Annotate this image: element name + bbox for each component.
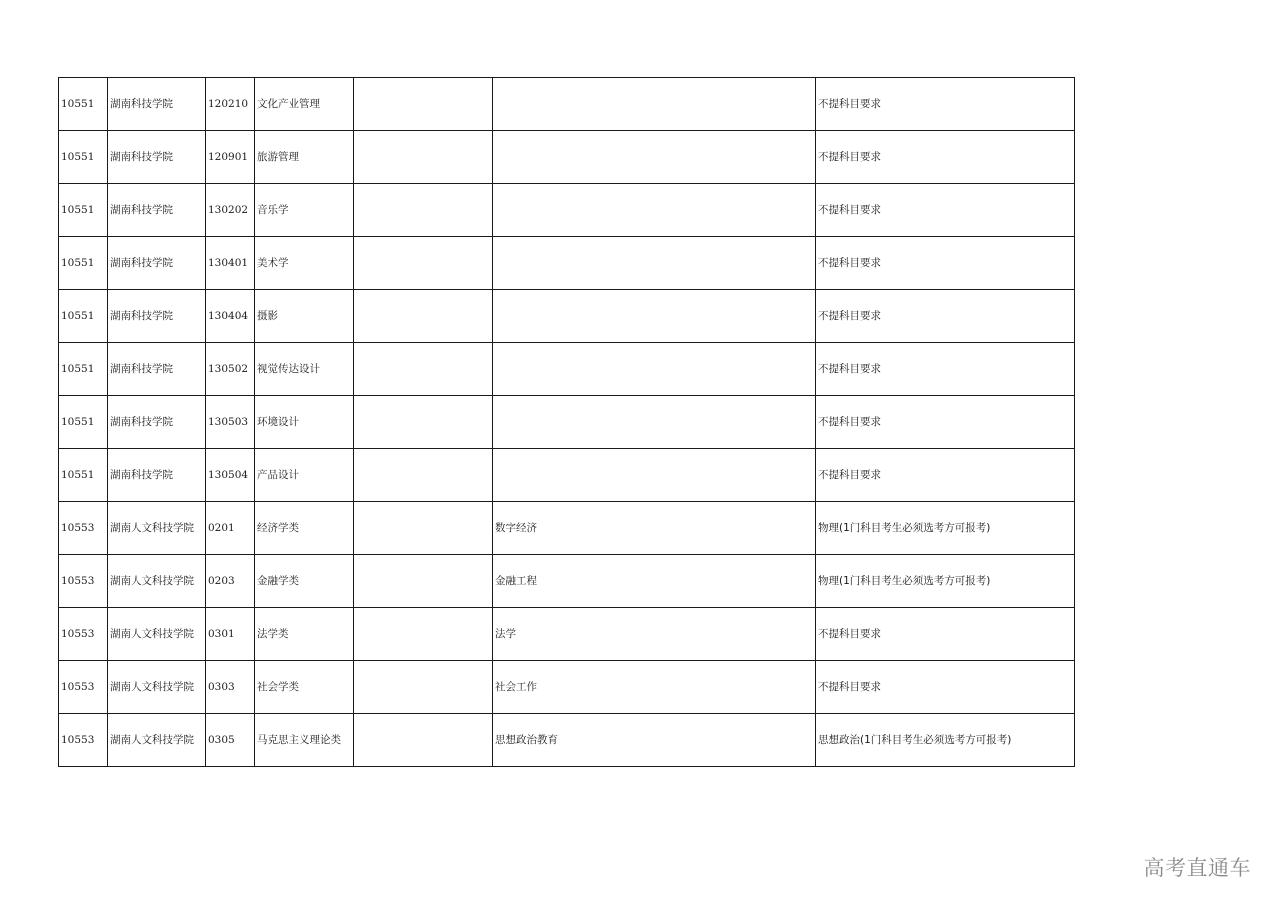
included-majors-cell — [493, 184, 816, 237]
table-row — [59, 343, 1075, 396]
blank-cell — [354, 396, 493, 449]
school-name-cell: 湖南人文科技学院 — [108, 661, 206, 714]
blank-cell — [354, 343, 493, 396]
major-name-cell: 经济学类 — [255, 502, 354, 555]
major-code-cell: 0201 — [206, 502, 255, 555]
table-row — [59, 290, 1075, 343]
major-name-cell: 文化产业管理 — [255, 78, 354, 131]
school-code-cell: 10553 — [59, 555, 108, 608]
school-code-cell: 10551 — [59, 290, 108, 343]
major-code-cell: 0303 — [206, 661, 255, 714]
school-name-cell: 湖南科技学院 — [108, 184, 206, 237]
blank-cell — [354, 714, 493, 767]
school-name-cell: 湖南科技学院 — [108, 78, 206, 131]
blank-cell — [354, 184, 493, 237]
table-row — [59, 78, 1075, 131]
blank-cell — [354, 502, 493, 555]
school-code-cell: 10551 — [59, 184, 108, 237]
major-code-cell: 0301 — [206, 608, 255, 661]
subject-requirement-cell: 物理(1门科目考生必须选考方可报考) — [816, 555, 1075, 608]
major-name-cell: 摄影 — [255, 290, 354, 343]
blank-cell — [354, 661, 493, 714]
school-name-cell: 湖南科技学院 — [108, 449, 206, 502]
school-code-cell: 10553 — [59, 661, 108, 714]
major-code-cell: 130401 — [206, 237, 255, 290]
major-code-cell: 120901 — [206, 131, 255, 184]
school-name-cell: 湖南科技学院 — [108, 290, 206, 343]
subject-requirement-cell: 不提科目要求 — [816, 661, 1075, 714]
subject-requirement-cell: 不提科目要求 — [816, 78, 1075, 131]
blank-cell — [354, 131, 493, 184]
major-code-cell: 0305 — [206, 714, 255, 767]
school-name-cell: 湖南科技学院 — [108, 237, 206, 290]
included-majors-cell — [493, 78, 816, 131]
included-majors-cell: 法学 — [493, 608, 816, 661]
blank-cell — [354, 290, 493, 343]
school-name-cell: 湖南科技学院 — [108, 343, 206, 396]
table-row — [59, 131, 1075, 184]
watermark-text: 高考直通车 — [1143, 856, 1251, 880]
included-majors-cell — [493, 449, 816, 502]
school-code-cell: 10551 — [59, 343, 108, 396]
subject-requirement-cell: 不提科目要求 — [816, 237, 1075, 290]
major-code-cell: 130502 — [206, 343, 255, 396]
blank-cell — [354, 608, 493, 661]
school-code-cell: 10551 — [59, 78, 108, 131]
major-code-cell: 0203 — [206, 555, 255, 608]
included-majors-cell — [493, 396, 816, 449]
school-code-cell: 10551 — [59, 396, 108, 449]
school-name-cell: 湖南人文科技学院 — [108, 502, 206, 555]
table-row — [59, 714, 1075, 767]
subject-requirement-cell: 不提科目要求 — [816, 343, 1075, 396]
subject-requirements-table — [58, 77, 1075, 767]
included-majors-cell: 社会工作 — [493, 661, 816, 714]
blank-cell — [354, 78, 493, 131]
major-name-cell: 环境设计 — [255, 396, 354, 449]
major-code-cell: 130504 — [206, 449, 255, 502]
subject-requirement-cell: 思想政治(1门科目考生必须选考方可报考) — [816, 714, 1075, 767]
major-name-cell: 法学类 — [255, 608, 354, 661]
table-body — [59, 78, 1075, 767]
table-row — [59, 237, 1075, 290]
subject-requirement-cell: 物理(1门科目考生必须选考方可报考) — [816, 502, 1075, 555]
table-row — [59, 449, 1075, 502]
major-name-cell: 马克思主义理论类 — [255, 714, 354, 767]
major-name-cell: 社会学类 — [255, 661, 354, 714]
subject-requirement-cell: 不提科目要求 — [816, 608, 1075, 661]
included-majors-cell — [493, 237, 816, 290]
major-code-cell: 120210 — [206, 78, 255, 131]
major-name-cell: 音乐学 — [255, 184, 354, 237]
blank-cell — [354, 555, 493, 608]
included-majors-cell: 数字经济 — [493, 502, 816, 555]
major-code-cell: 130202 — [206, 184, 255, 237]
school-name-cell: 湖南人文科技学院 — [108, 714, 206, 767]
subject-requirement-cell: 不提科目要求 — [816, 131, 1075, 184]
major-code-cell: 130503 — [206, 396, 255, 449]
table-row — [59, 608, 1075, 661]
table-row — [59, 661, 1075, 714]
school-name-cell: 湖南人文科技学院 — [108, 608, 206, 661]
table-row — [59, 502, 1075, 555]
major-name-cell: 产品设计 — [255, 449, 354, 502]
included-majors-cell — [493, 131, 816, 184]
blank-cell — [354, 237, 493, 290]
school-name-cell: 湖南科技学院 — [108, 396, 206, 449]
included-majors-cell: 金融工程 — [493, 555, 816, 608]
major-name-cell: 旅游管理 — [255, 131, 354, 184]
included-majors-cell — [493, 290, 816, 343]
school-code-cell: 10551 — [59, 237, 108, 290]
table-row — [59, 184, 1075, 237]
school-code-cell: 10551 — [59, 449, 108, 502]
subject-requirement-cell: 不提科目要求 — [816, 396, 1075, 449]
school-code-cell: 10553 — [59, 714, 108, 767]
school-code-cell: 10553 — [59, 502, 108, 555]
major-name-cell: 美术学 — [255, 237, 354, 290]
subject-requirement-cell: 不提科目要求 — [816, 184, 1075, 237]
school-code-cell: 10551 — [59, 131, 108, 184]
included-majors-cell: 思想政治教育 — [493, 714, 816, 767]
major-name-cell: 视觉传达设计 — [255, 343, 354, 396]
subject-requirement-cell: 不提科目要求 — [816, 290, 1075, 343]
major-code-cell: 130404 — [206, 290, 255, 343]
subject-requirement-cell: 不提科目要求 — [816, 449, 1075, 502]
school-name-cell: 湖南人文科技学院 — [108, 555, 206, 608]
table-row — [59, 396, 1075, 449]
school-code-cell: 10553 — [59, 608, 108, 661]
blank-cell — [354, 449, 493, 502]
included-majors-cell — [493, 343, 816, 396]
school-name-cell: 湖南科技学院 — [108, 131, 206, 184]
table-row — [59, 555, 1075, 608]
major-name-cell: 金融学类 — [255, 555, 354, 608]
